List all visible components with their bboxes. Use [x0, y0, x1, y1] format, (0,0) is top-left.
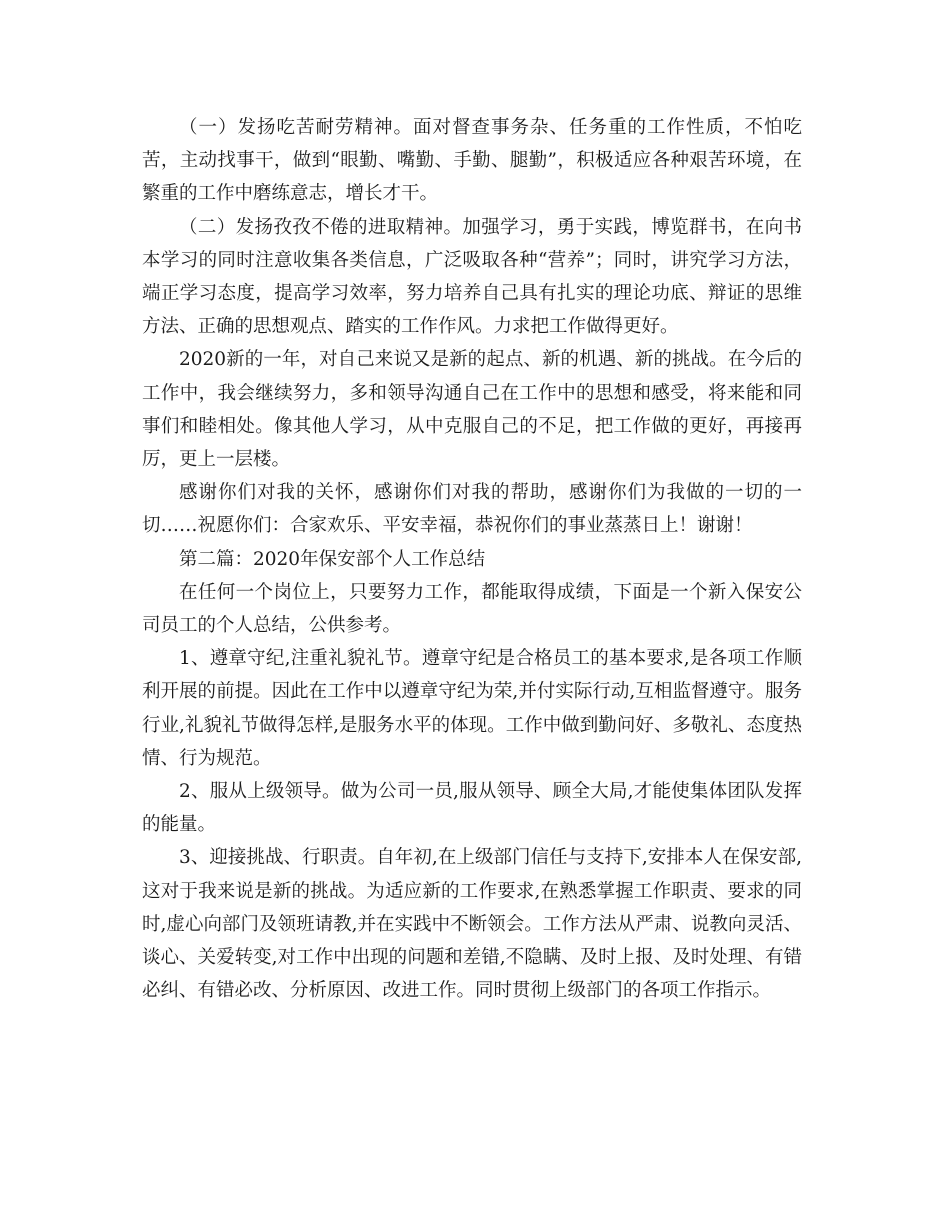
paragraph-hardworking-spirit: （一）发扬吃苦耐劳精神。面对督查事务杂、任务重的工作性质，不怕吃苦，主动找事干，做到“眼勤、嘴勤、手勤、腿勤”，积极适应各种艰苦环境，在繁重的工作中磨练意志，增长才干。 — [142, 117, 802, 205]
paragraph-intro: 在任何一个岗位上，只要努力工作，都能取得成绩，下面是一个新入保安公司员工的个人总结，公供参考。 — [142, 581, 802, 637]
paragraph-new-year: 2020新的一年，对自己来说又是新的起点、新的机遇、新的挑战。在今后的工作中，我会继续努力，多和领导沟通自己在工作中的思想和感受，将来能和同事们和睦相处。像其他人学习，从中克服自己的不足，把工作做的更好，再接再厉，更上一层楼。 — [142, 349, 802, 471]
paragraph-item-1: 1、遵章守纪,注重礼貌礼节。遵章守纪是合格员工的基本要求,是各项工作顺利开展的前提。因此在工作中以遵章守纪为荣,并付实际行动,互相监督遵守。服务行业,礼貌礼节做得怎样,是服务水平的体现。工作中做到勤问好、多敬礼、态度热情、行为规范。 — [142, 648, 802, 769]
document-page — [142, 111, 802, 1007]
paragraph-enterprising-spirit: （二）发扬孜孜不倦的进取精神。加强学习，勇于实践，博览群书，在向书本学习的同时注意收集各类信息，广泛吸取各种“营养”；同时，讲究学习方法，端正学习态度，提高学习效率，努力培养自己具有扎实的理论功底、辩证的思维方法、正确的思想观点、踏实的工作作风。力求把工作做得更好。 — [142, 216, 802, 338]
paragraph-thanks: 感谢你们对我的关怀，感谢你们对我的帮助，感谢你们为我做的一切的一切……祝愿你们：合家欢乐、平安幸福，恭祝你们的事业蒸蒸日上！谢谢！ — [142, 482, 802, 537]
section-heading: 第二篇：2020年保安部个人工作总结 — [179, 548, 486, 570]
paragraph-item-3: 3、迎接挑战、行职责。自年初,在上级部门信任与支持下,安排本人在保安部,这对于我来说是新的挑战。为适应新的工作要求,在熟悉掌握工作职责、要求的同时,虚心向部门及领班请教,并在实践中不断领会。工作方法从严肃、说教向灵活、谈心、关爱转变,对工作中出现的问题和差错,不隐瞒、及时上报、及时处理、有错必纠、有错必改、分析原因、改进工作。同时贯彻上级部门的各项工作指示。 — [142, 847, 802, 1002]
paragraph-item-2: 2、服从上级领导。做为公司一员,服从领导、顾全大局,才能使集体团队发挥的能量。 — [142, 781, 802, 836]
